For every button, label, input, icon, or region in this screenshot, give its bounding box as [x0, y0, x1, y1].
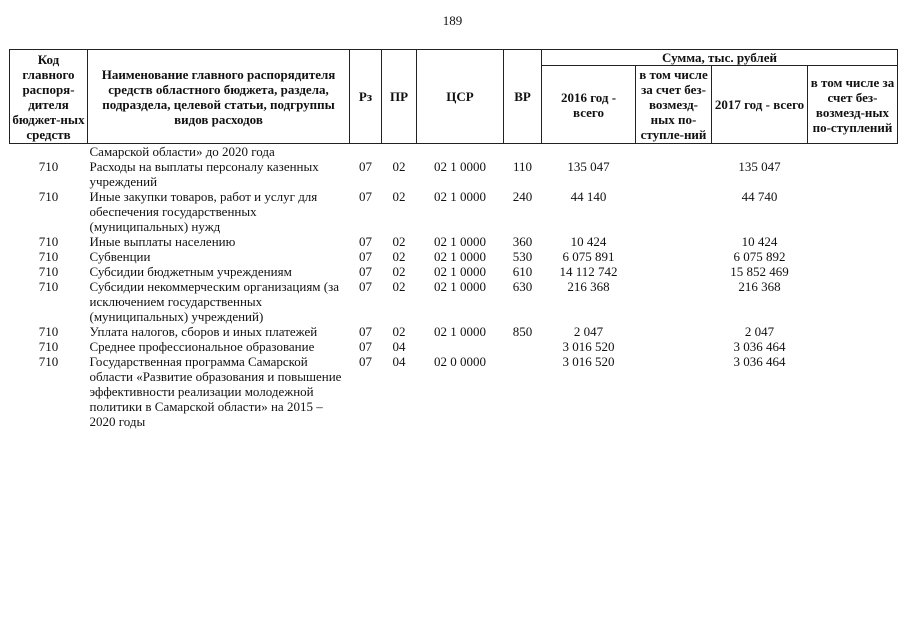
header-row-top — [10, 50, 898, 66]
table-row — [10, 234, 898, 249]
cell-2016-total: 2 047 — [573, 324, 604, 339]
cell-empty — [382, 144, 417, 160]
cell-empty — [636, 144, 712, 160]
table-row — [10, 279, 898, 324]
cell-2017-free — [808, 279, 898, 324]
header-2016-free: в том числе за счет без-возмезд-ных по-ступле-ний — [636, 66, 712, 144]
cell-code: 710 — [38, 264, 59, 279]
cell-empty — [417, 144, 504, 160]
table-row — [10, 189, 898, 234]
cell-code: 710 — [38, 354, 59, 369]
cell-empty — [350, 144, 382, 160]
cell-2016-free — [636, 324, 712, 339]
header-csr: ЦСР — [417, 50, 504, 144]
header-2016-total: 2016 год - всего — [542, 66, 636, 144]
cell-2016-free — [636, 234, 712, 249]
cell-2016-free — [636, 249, 712, 264]
cell-2017-total: 3 036 464 — [733, 339, 786, 354]
table-row — [10, 264, 898, 279]
cell-vr: 610 — [512, 264, 533, 279]
cell-name: Среднее профессиональное образование — [89, 339, 315, 354]
cell-csr: 02 1 0000 — [434, 234, 486, 249]
cell-vr: 530 — [512, 249, 533, 264]
cell-rz: 07 — [359, 279, 372, 294]
cell-pr: 02 — [392, 249, 406, 264]
cell-name: Государственная программа Самарской области «Развитие образования и повышение эффективности реализации молодежной политики в Самарской области» на 2015 – 2020 годы — [89, 354, 342, 429]
cell-name: Расходы на выплаты персоналу казенных учреждений — [89, 159, 319, 189]
cell-pr: 02 — [392, 279, 406, 294]
cell-name: Субсидии некоммерческим организациям (за исключением государственных (муниципальных) учреждений) — [89, 279, 340, 324]
cell-name: Субсидии бюджетным учреждениям — [89, 264, 292, 279]
cell-rz: 07 — [359, 354, 372, 369]
table-body — [10, 144, 898, 430]
cell-2016-total: 3 016 520 — [562, 354, 615, 369]
cell-2017-total: 2 047 — [744, 324, 775, 339]
cell-pr: 04 — [392, 339, 406, 354]
cell-name: Иные выплаты населению — [89, 234, 236, 249]
cell-2017-total: 10 424 — [741, 234, 778, 249]
cell-code: 710 — [38, 279, 59, 294]
continuation-row — [10, 144, 898, 160]
cell-2016-free — [636, 354, 712, 429]
table-header — [10, 50, 898, 144]
page-number: 189 — [442, 13, 463, 28]
cell-2017-total: 3 036 464 — [733, 354, 786, 369]
cell-code: 710 — [38, 159, 59, 174]
cell-pr: 04 — [392, 354, 406, 369]
cell-2016-total: 44 140 — [570, 189, 607, 204]
cell-vr: 110 — [512, 159, 533, 174]
cell-csr: 02 1 0000 — [434, 159, 486, 174]
cell-2017-free — [808, 324, 898, 339]
cell-2016-total: 6 075 891 — [562, 249, 615, 264]
cell-vr: 360 — [512, 234, 533, 249]
cell-2016-total: 10 424 — [570, 234, 607, 249]
cell-2017-total: 15 852 469 — [730, 264, 789, 279]
cell-code: 710 — [38, 324, 59, 339]
cell-name: Уплата налогов, сборов и иных платежей — [89, 324, 318, 339]
cell-csr: 02 1 0000 — [434, 264, 486, 279]
cell-vr: 240 — [512, 189, 533, 204]
table-row — [10, 249, 898, 264]
table-row — [10, 324, 898, 339]
table-row — [10, 159, 898, 189]
cell-2017-free — [808, 159, 898, 189]
cell-csr: 02 1 0000 — [434, 189, 486, 204]
cell-2016-free — [636, 264, 712, 279]
header-rz: Рз — [350, 50, 382, 144]
cell-2017-free — [808, 264, 898, 279]
cell-2017-total: 6 075 892 — [733, 249, 786, 264]
cell-vr — [504, 339, 542, 354]
cell-code: 710 — [38, 189, 59, 204]
cell-rz: 07 — [359, 159, 372, 174]
header-vr: ВР — [504, 50, 542, 144]
cell-2017-free — [808, 189, 898, 234]
header-2017-total: 2017 год - всего — [712, 66, 808, 144]
budget-table — [9, 49, 898, 429]
header-sum-group: Сумма, тыс. рублей — [542, 50, 898, 66]
cell-empty — [542, 144, 636, 160]
continuation-text: Самарской области» до 2020 года — [89, 144, 275, 159]
cell-2016-total: 216 368 — [567, 279, 610, 294]
cell-rz: 07 — [359, 249, 372, 264]
cell-csr: 02 1 0000 — [434, 324, 486, 339]
cell-rz: 07 — [359, 189, 372, 204]
cell-csr: 02 1 0000 — [434, 279, 486, 294]
cell-vr: 850 — [512, 324, 533, 339]
cell-2016-free — [636, 279, 712, 324]
header-code: Код главного распоря-дителя бюджет-ных средств — [10, 50, 88, 144]
cell-pr: 02 — [392, 264, 406, 279]
cell-name: Субвенции — [89, 249, 151, 264]
cell-pr: 02 — [392, 234, 406, 249]
cell-csr: 02 1 0000 — [434, 249, 486, 264]
cell-empty — [10, 144, 88, 160]
cell-2017-free — [808, 339, 898, 354]
cell-2017-free — [808, 249, 898, 264]
cell-rz: 07 — [359, 324, 372, 339]
cell-csr — [417, 339, 504, 354]
cell-2016-free — [636, 159, 712, 189]
cell-2016-free — [636, 339, 712, 354]
cell-pr: 02 — [392, 159, 406, 174]
header-name: Наименование главного распорядителя средств областного бюджета, раздела, подраздела, целевой статьи, подгруппы видов расходов — [88, 50, 350, 144]
cell-csr: 02 0 0000 — [434, 354, 486, 369]
cell-code: 710 — [38, 249, 59, 264]
cell-empty — [808, 144, 898, 160]
cell-2016-free — [636, 189, 712, 234]
table-row — [10, 354, 898, 429]
cell-vr: 630 — [512, 279, 533, 294]
cell-rz: 07 — [359, 264, 372, 279]
cell-code: 710 — [38, 234, 59, 249]
table-row — [10, 339, 898, 354]
cell-empty — [712, 144, 808, 160]
cell-2017-total: 216 368 — [738, 279, 781, 294]
cell-2016-total: 135 047 — [567, 159, 610, 174]
cell-2017-total: 135 047 — [738, 159, 781, 174]
cell-pr: 02 — [392, 324, 406, 339]
cell-2017-free — [808, 354, 898, 429]
cell-vr — [504, 354, 542, 429]
cell-2017-total: 44 740 — [741, 189, 778, 204]
cell-rz: 07 — [359, 234, 372, 249]
cell-name: Иные закупки товаров, работ и услуг для обеспечения государственных (муниципальных) нужд — [89, 189, 318, 234]
cell-2016-total: 3 016 520 — [562, 339, 615, 354]
cell-code: 710 — [38, 339, 59, 354]
cell-rz: 07 — [359, 339, 372, 354]
cell-2016-total: 14 112 742 — [559, 264, 618, 279]
cell-pr: 02 — [392, 189, 406, 204]
cell-2017-free — [808, 234, 898, 249]
header-pr: ПР — [382, 50, 417, 144]
cell-empty — [504, 144, 542, 160]
header-2017-free: в том числе за счет без-возмезд-ных по-ступлений — [808, 66, 898, 144]
